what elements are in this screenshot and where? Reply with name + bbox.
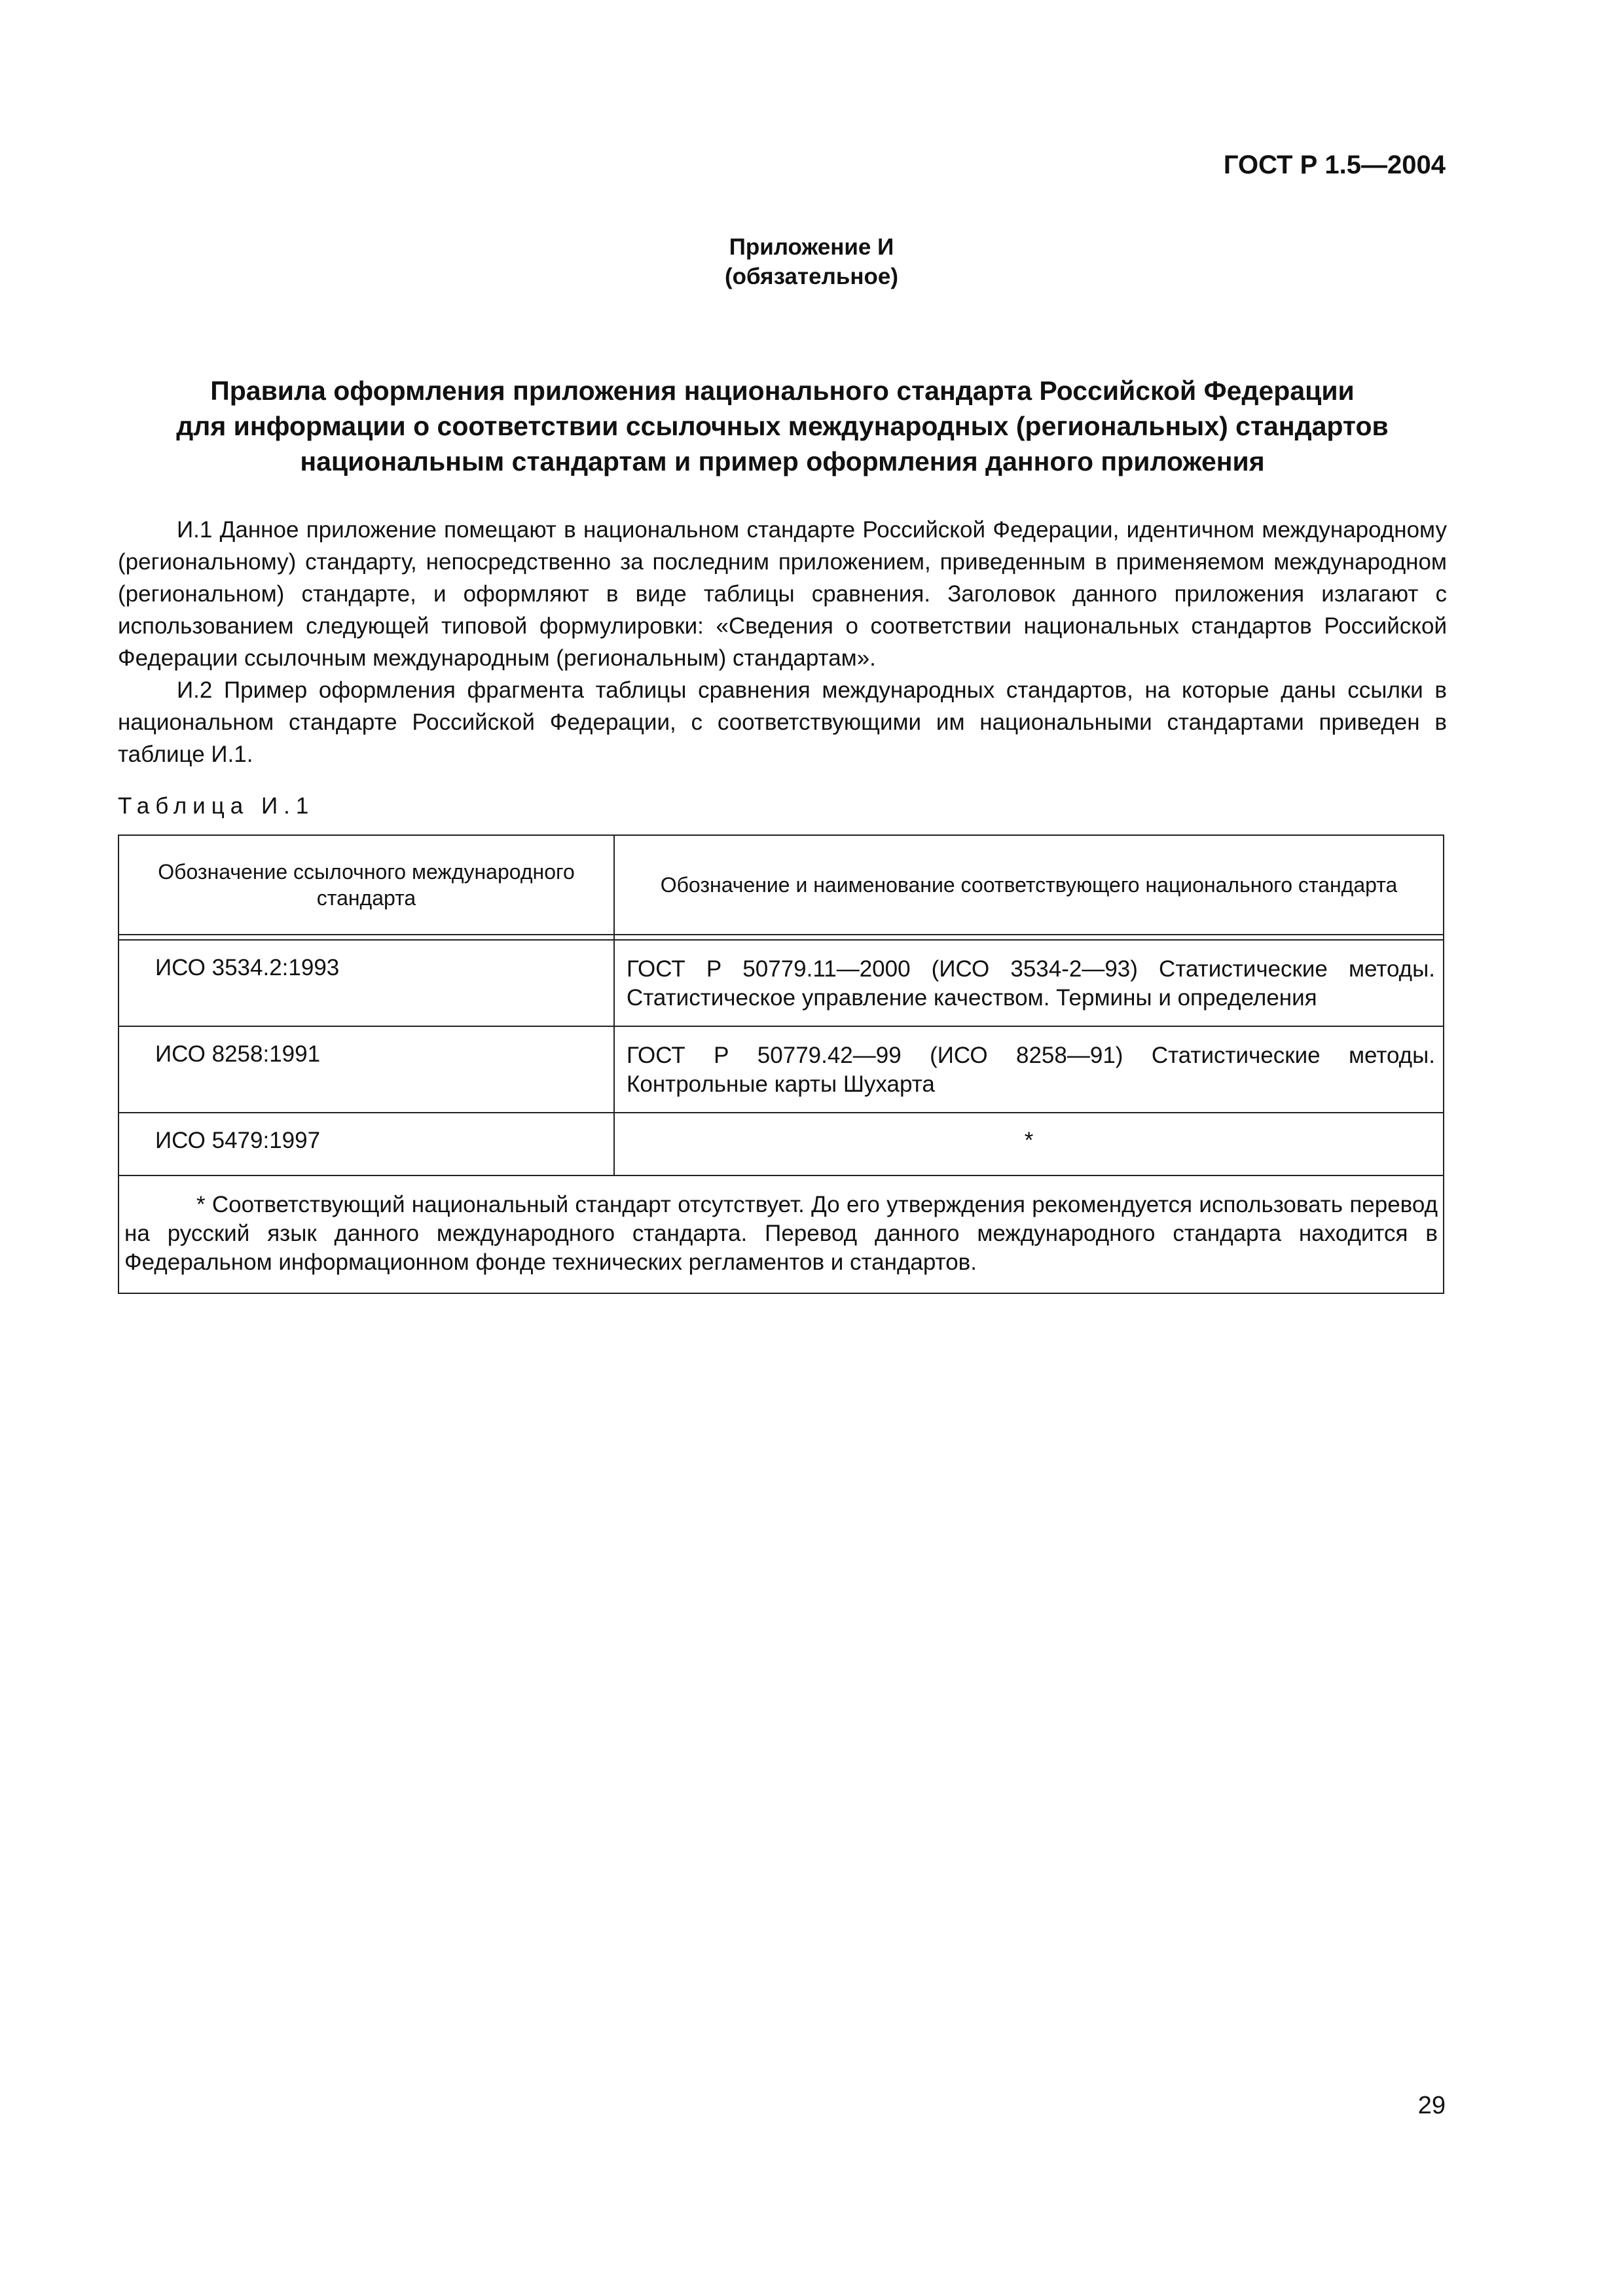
- cell-international: ИСО 3534.2:1993: [119, 940, 614, 1026]
- appendix-label: Приложение И: [729, 234, 894, 260]
- appendix-status: (обязательное): [724, 264, 898, 289]
- cell-national: *: [614, 1113, 1444, 1175]
- table-row: [119, 1113, 1444, 1175]
- table-footnote-row: [119, 1175, 1444, 1293]
- cell-international: ИСО 8258:1991: [119, 1026, 614, 1113]
- table-header-row: [119, 835, 1444, 935]
- document-code: ГОСТ Р 1.5—2004: [1223, 151, 1446, 179]
- appendix-title: [118, 373, 1447, 479]
- appendix-heading: [0, 232, 1623, 291]
- table-row: [119, 1026, 1444, 1113]
- table-row: [119, 940, 1444, 1026]
- table-caption: Таблица И.1: [118, 793, 315, 819]
- cell-national: ГОСТ Р 50779.42—99 (ИСО 8258—91) Статистические методы. Контрольные карты Шухарта: [614, 1026, 1444, 1113]
- title-line-1: Правила оформления приложения национального стандарта Российской Федерации: [210, 376, 1355, 406]
- paragraph-i2: И.2 Пример оформления фрагмента таблицы сравнения международных стандартов, на которые даны ссылки в национальном стандарте Российской Федерации, с соответствующими им национальными стандартами приведен в таблице И.1.: [118, 677, 1447, 767]
- cell-international: ИСО 5479:1997: [119, 1113, 614, 1175]
- cell-national: ГОСТ Р 50779.11—2000 (ИСО 3534-2—93) Статистические методы. Статистическое управление качеством. Термины и определения: [614, 940, 1444, 1026]
- title-line-2: для информации о соответствии ссылочных международных (региональных) стандартов: [176, 411, 1389, 441]
- header-national: Обозначение и наименование соответствующего национального стандарта: [614, 835, 1444, 935]
- body-text: [118, 514, 1447, 770]
- header-international: Обозначение ссылочного международного стандарта: [119, 835, 614, 935]
- page-number: 29: [1417, 2092, 1446, 2119]
- comparison-table: [118, 834, 1444, 1294]
- title-line-3: национальным стандартам и пример оформления данного приложения: [300, 446, 1265, 476]
- paragraph-i1: И.1 Данное приложение помещают в национальном стандарте Российской Федерации, идентичном международному (региональному) стандарту, непосредственно за последним приложением, приведенным в применяемом международном (региональном) стандарте, и оформляют в виде таблицы сравнения. Заголовок данного приложения излагают с использованием следующей типовой формулировки: «Сведения о соответствии национальных стандартов Российской Федерации ссылочным международным (региональным) стандартам».: [118, 517, 1447, 671]
- footnote-text: * Соответствующий национальный стандарт отсутствует. До его утверждения рекомендуется использовать перевод на русский язык данного международного стандарта. Перевод данного международного стандарта находится в Федеральном информационном фонде технических регламентов и стандартов.: [124, 1192, 1438, 1275]
- table-footnote: [119, 1175, 1444, 1293]
- header-separator: [119, 935, 1444, 940]
